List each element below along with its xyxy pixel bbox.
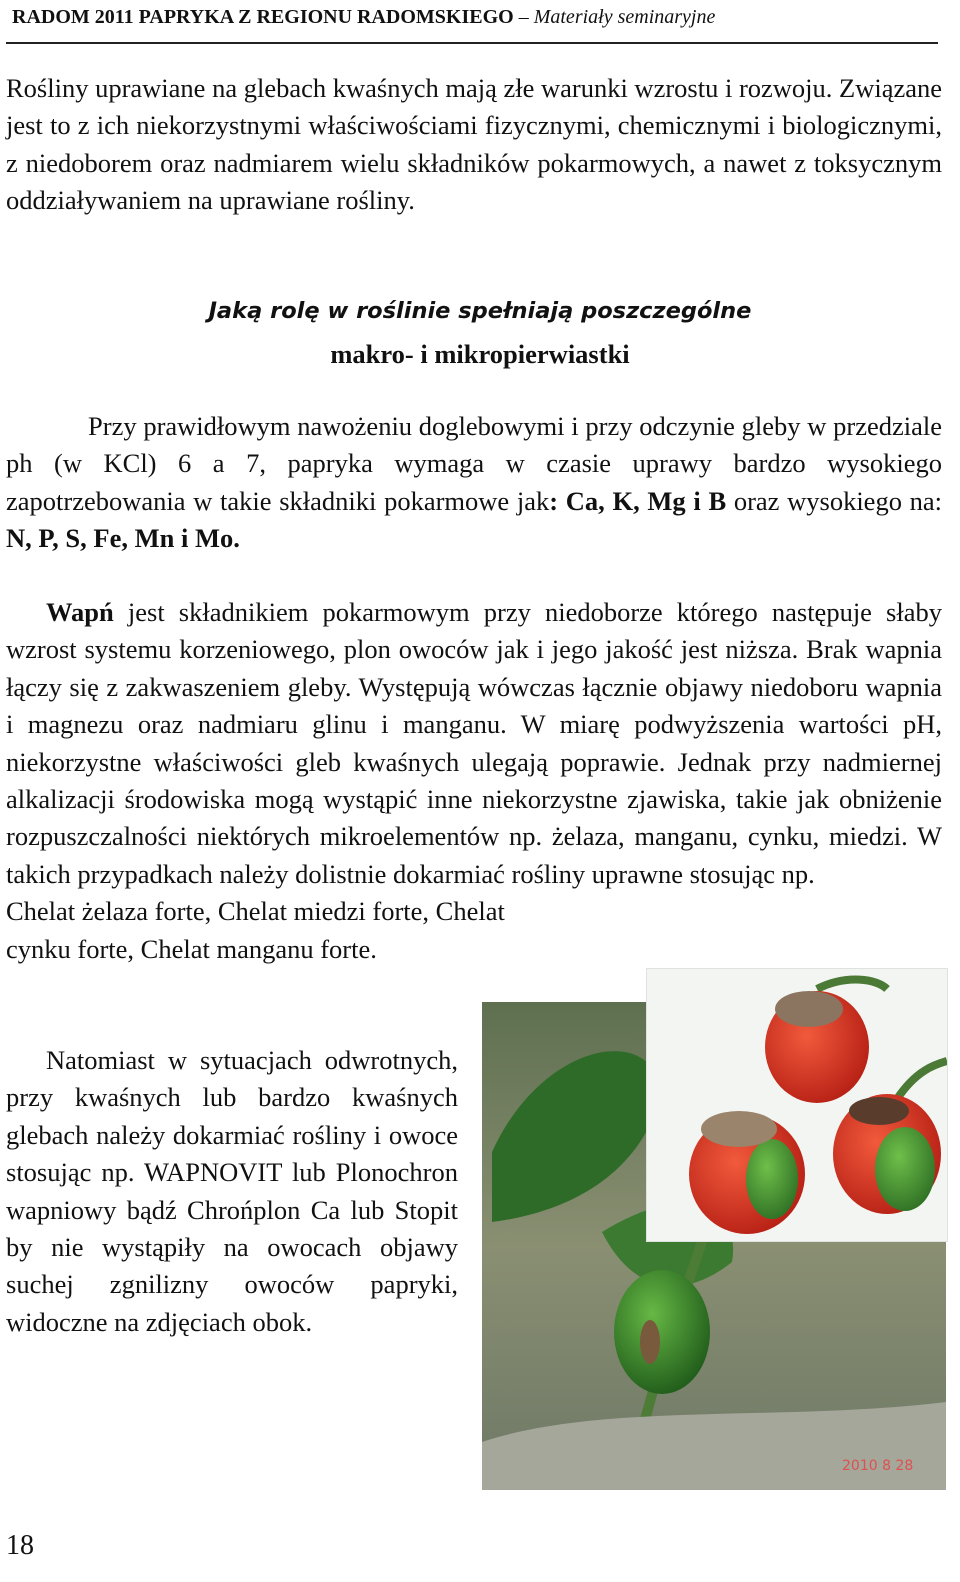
pepper-photo-inset-svg: [647, 969, 947, 1241]
nutrients-bold-b: N, P, S, Fe, Mn i Mo.: [6, 523, 240, 554]
header-rule: [6, 42, 938, 44]
paragraph-nutrients: [6, 408, 942, 558]
section-heading-line1: Jaką rolę w roślinie spełniają poszczególne: [208, 298, 752, 324]
calcium-bold-word: Wapń: [46, 597, 114, 627]
page-number: 18: [6, 1530, 34, 1561]
pepper-photo-inset: [646, 968, 948, 1242]
pepper-red-left-green: [746, 1139, 798, 1219]
paragraph-calcium-text: jest składnikiem pokarmowym przy niedoborze którego następuje słaby wzrost systemu korzeniowego, plon owoców jak i jego jakość jest niższa. Brak wapnia łączy się z zakwaszeniem gleby. Występują wówczas łącznie objawy niedoboru wapnia i magnezu oraz nadmiaru glinu i manganu. W miarę podwyższenia wartości pH, niekorzystne właściwości gleb kwaśnych ulegają poprawie. Jednak przy nadmiernej alkalizacji środowiska mogą wystąpić inne niekorzystne zjawiska, takie jak obniżenie rozpuszczalności niektórych mikroelementów np. żelaza, manganu, cynku, miedzi. W takich przypadkach należy dolistnie dokarmiać rośliny uprawne stosując np.: [6, 597, 942, 889]
running-header: [12, 4, 942, 30]
photo-date-stamp: 2010 8 28: [842, 1458, 914, 1474]
pepper-green-lower: [614, 1270, 710, 1394]
paragraph-calcium-short-line1: Chelat żelaza forte, Chelat miedzi forte, Chelat: [6, 896, 505, 927]
nutrients-bold-a: : Ca, K, Mg i B: [549, 485, 727, 516]
pepper-red-right-lesion: [849, 1097, 909, 1125]
pepper-red-right-green: [875, 1127, 935, 1211]
section-heading-line2: makro- i mikropierwiastki: [330, 339, 630, 369]
header-title: RADOM 2011 PAPRYKA Z REGIONU RADOMSKIEGO: [12, 6, 514, 28]
paragraph-intro: Rośliny uprawiane na glebach kwaśnych mają złe warunki wzrostu i rozwoju. Związane jest to z ich niekorzystnymi właściwościami fizycznymi, chemicznymi i biologicznymi, z niedoborem oraz nadmiarem wielu składników pokarmowych, a nawet z toksycznym oddziaływaniem na uprawiane rośliny.: [6, 73, 943, 216]
pepper-green-lower-lesion: [640, 1320, 660, 1364]
pepper-red-left-lesion: [701, 1111, 777, 1147]
paragraph-calcium: [6, 594, 942, 968]
header-subtitle: Materiały seminaryjne: [533, 6, 716, 28]
paragraph-nutrients-text-b: oraz wysokiego na:: [726, 485, 943, 516]
paragraph-nutrients-text-a: Przy prawidłowym nawożeniu doglebowymi i przy odczynie gleby w przedziale ph (w KCl) 6 a 7, papryka wymaga w czasie uprawy bardzo wysokiego zapotrzebowania w takie składniki pokarmowe jak: [6, 411, 942, 516]
paragraph-acidic-soils: Natomiast w sytuacjach odwrotnych, przy kwaśnych lub bardzo kwaśnych glebach należy dokarmiać rośliny i owoce stosując np. WAPNOVIT lub Plonochron wapniowy bądź Chrońplon Ca lub Stopit by nie wystąpiły na owocach objawy suchej zgnilizny owoców papryki, widoczne na zdjęciach obok.: [6, 1045, 458, 1337]
header-dash: –: [513, 6, 534, 28]
paragraph-calcium-short-line2: cynku forte, Chelat manganu forte.: [6, 933, 377, 964]
pepper-red-top-lesion: [775, 991, 843, 1027]
